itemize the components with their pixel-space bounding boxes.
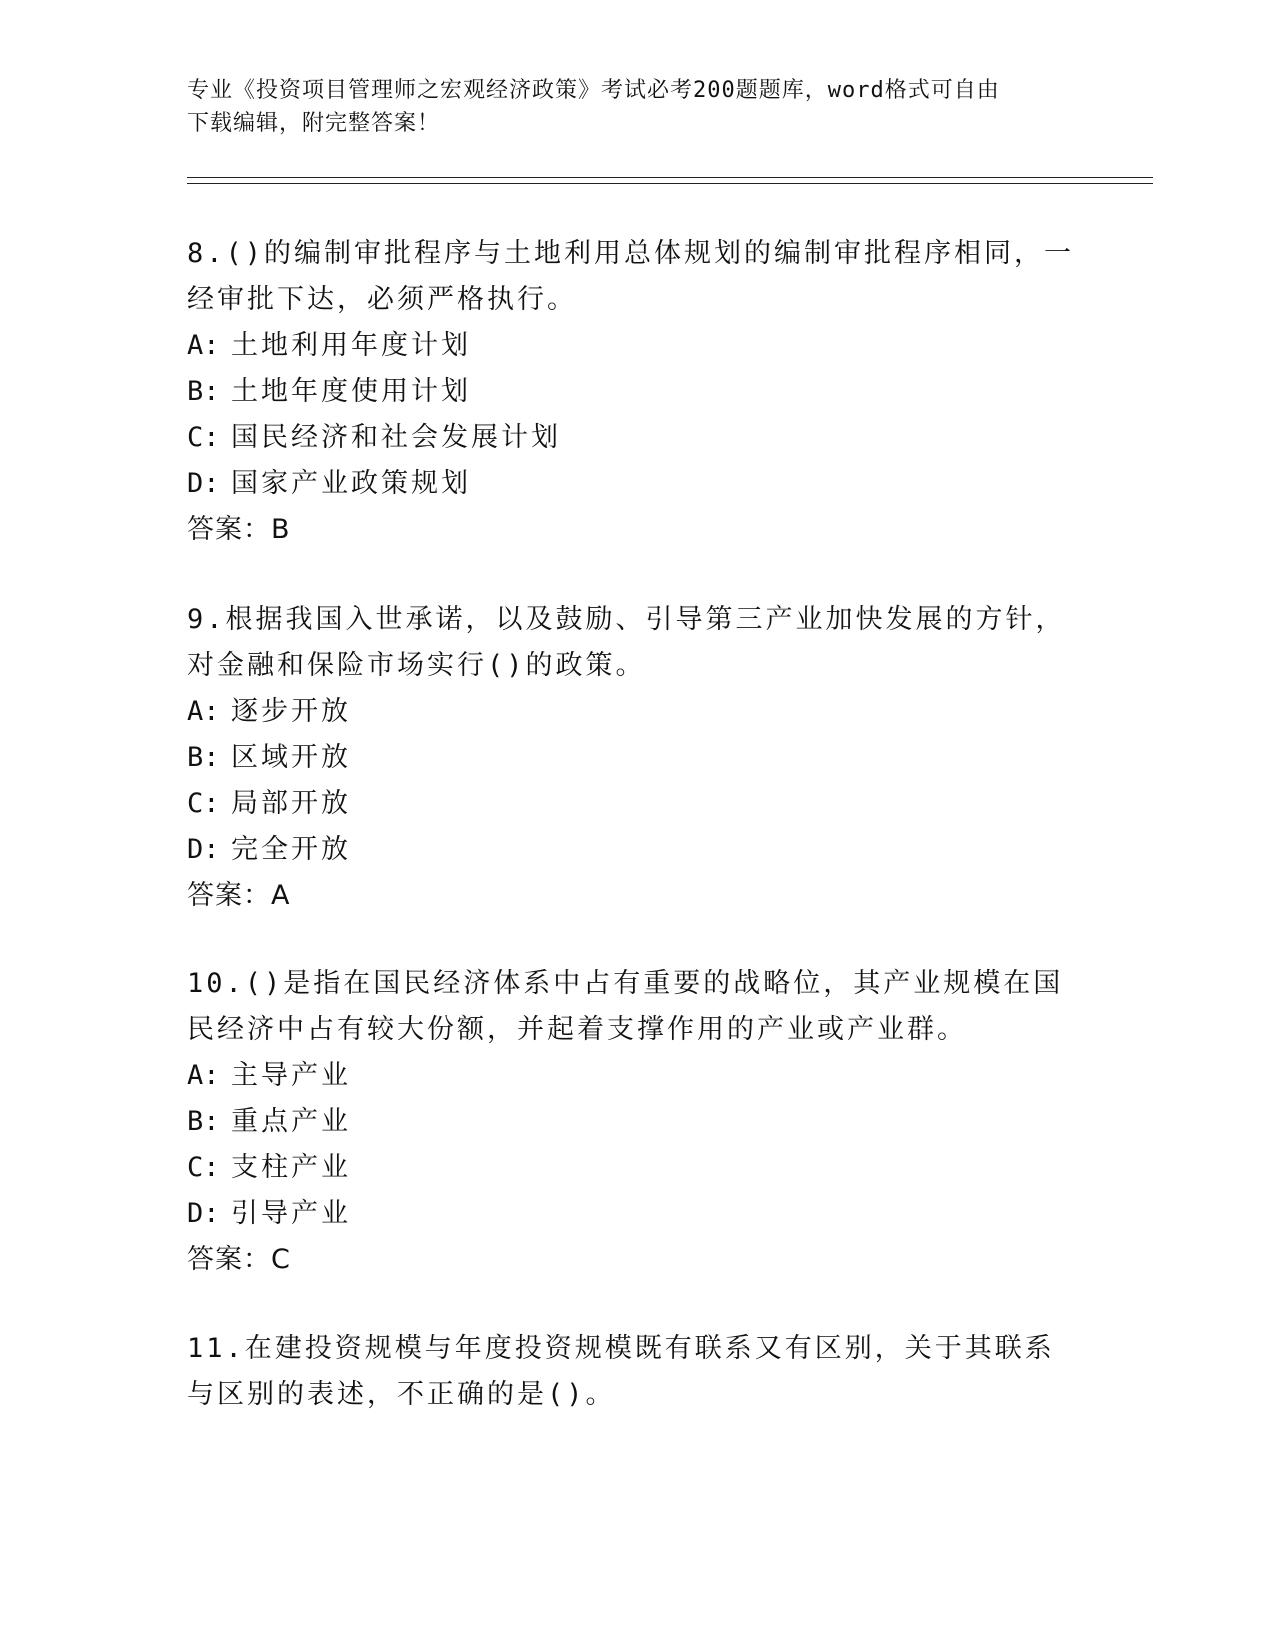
question-stem: 11.在建投资规模与年度投资规模既有联系又有区别，关于其联系与区别的表述，不正确的是()。 <box>187 1333 1055 1410</box>
option-text: 逐步开放 <box>231 696 351 727</box>
option-text: 完全开放 <box>231 834 351 865</box>
option-a <box>187 689 1077 735</box>
option-d <box>187 827 1077 873</box>
question-10 <box>187 961 1077 1283</box>
option-text: 重点产业 <box>231 1106 351 1137</box>
answer: 答案：C <box>187 1244 291 1275</box>
document-header <box>187 74 1067 140</box>
option-text: 主导产业 <box>231 1060 351 1091</box>
question-stem: 9.根据我国入世承诺，以及鼓励、引导第三产业加快发展的方针，对金融和保险市场实行()的政策。 <box>187 604 1066 681</box>
answer: 答案：A <box>187 880 291 911</box>
option-a <box>187 323 1077 369</box>
option-text: 局部开放 <box>231 788 351 819</box>
option-d <box>187 1191 1077 1237</box>
option-b <box>187 1099 1077 1145</box>
option-letter: A: <box>187 696 220 727</box>
option-letter: C: <box>187 422 220 453</box>
option-text: 国家产业政策规划 <box>231 468 471 499</box>
option-c <box>187 415 1077 461</box>
option-letter: D: <box>187 1198 220 1229</box>
option-text: 引导产业 <box>231 1198 351 1229</box>
question-9 <box>187 597 1077 919</box>
header-line-2: 下载编辑，附完整答案！ <box>187 111 441 136</box>
option-letter: A: <box>187 1060 220 1091</box>
option-text: 土地年度使用计划 <box>231 376 471 407</box>
question-8 <box>187 231 1077 553</box>
option-letter: D: <box>187 468 220 499</box>
answer: 答案：B <box>187 514 291 545</box>
option-a <box>187 1053 1077 1099</box>
option-letter: A: <box>187 330 220 361</box>
question-stem: 10.()是指在国民经济体系中占有重要的战略位，其产业规模在国民经济中占有较大份额，并起着支撑作用的产业或产业群。 <box>187 968 1064 1045</box>
option-letter: B: <box>187 742 220 773</box>
option-text: 土地利用年度计划 <box>231 330 471 361</box>
option-c <box>187 1145 1077 1191</box>
option-text: 国民经济和社会发展计划 <box>231 422 561 453</box>
header-divider-bottom <box>187 183 1153 184</box>
option-letter: B: <box>187 1106 220 1137</box>
option-text: 区域开放 <box>231 742 351 773</box>
option-letter: D: <box>187 834 220 865</box>
question-stem: 8.()的编制审批程序与土地利用总体规划的编制审批程序相同，一经审批下达，必须严格执行。 <box>187 238 1075 315</box>
option-c <box>187 781 1077 827</box>
option-letter: C: <box>187 788 220 819</box>
header-divider-top <box>187 177 1153 178</box>
option-d <box>187 461 1077 507</box>
question-11 <box>187 1326 1077 1418</box>
header-line-1: 专业《投资项目管理师之宏观经济政策》考试必考200题题库，word格式可自由 <box>187 78 1000 103</box>
option-text: 支柱产业 <box>231 1152 351 1183</box>
option-b <box>187 369 1077 415</box>
option-letter: B: <box>187 376 220 407</box>
option-b <box>187 735 1077 781</box>
option-letter: C: <box>187 1152 220 1183</box>
